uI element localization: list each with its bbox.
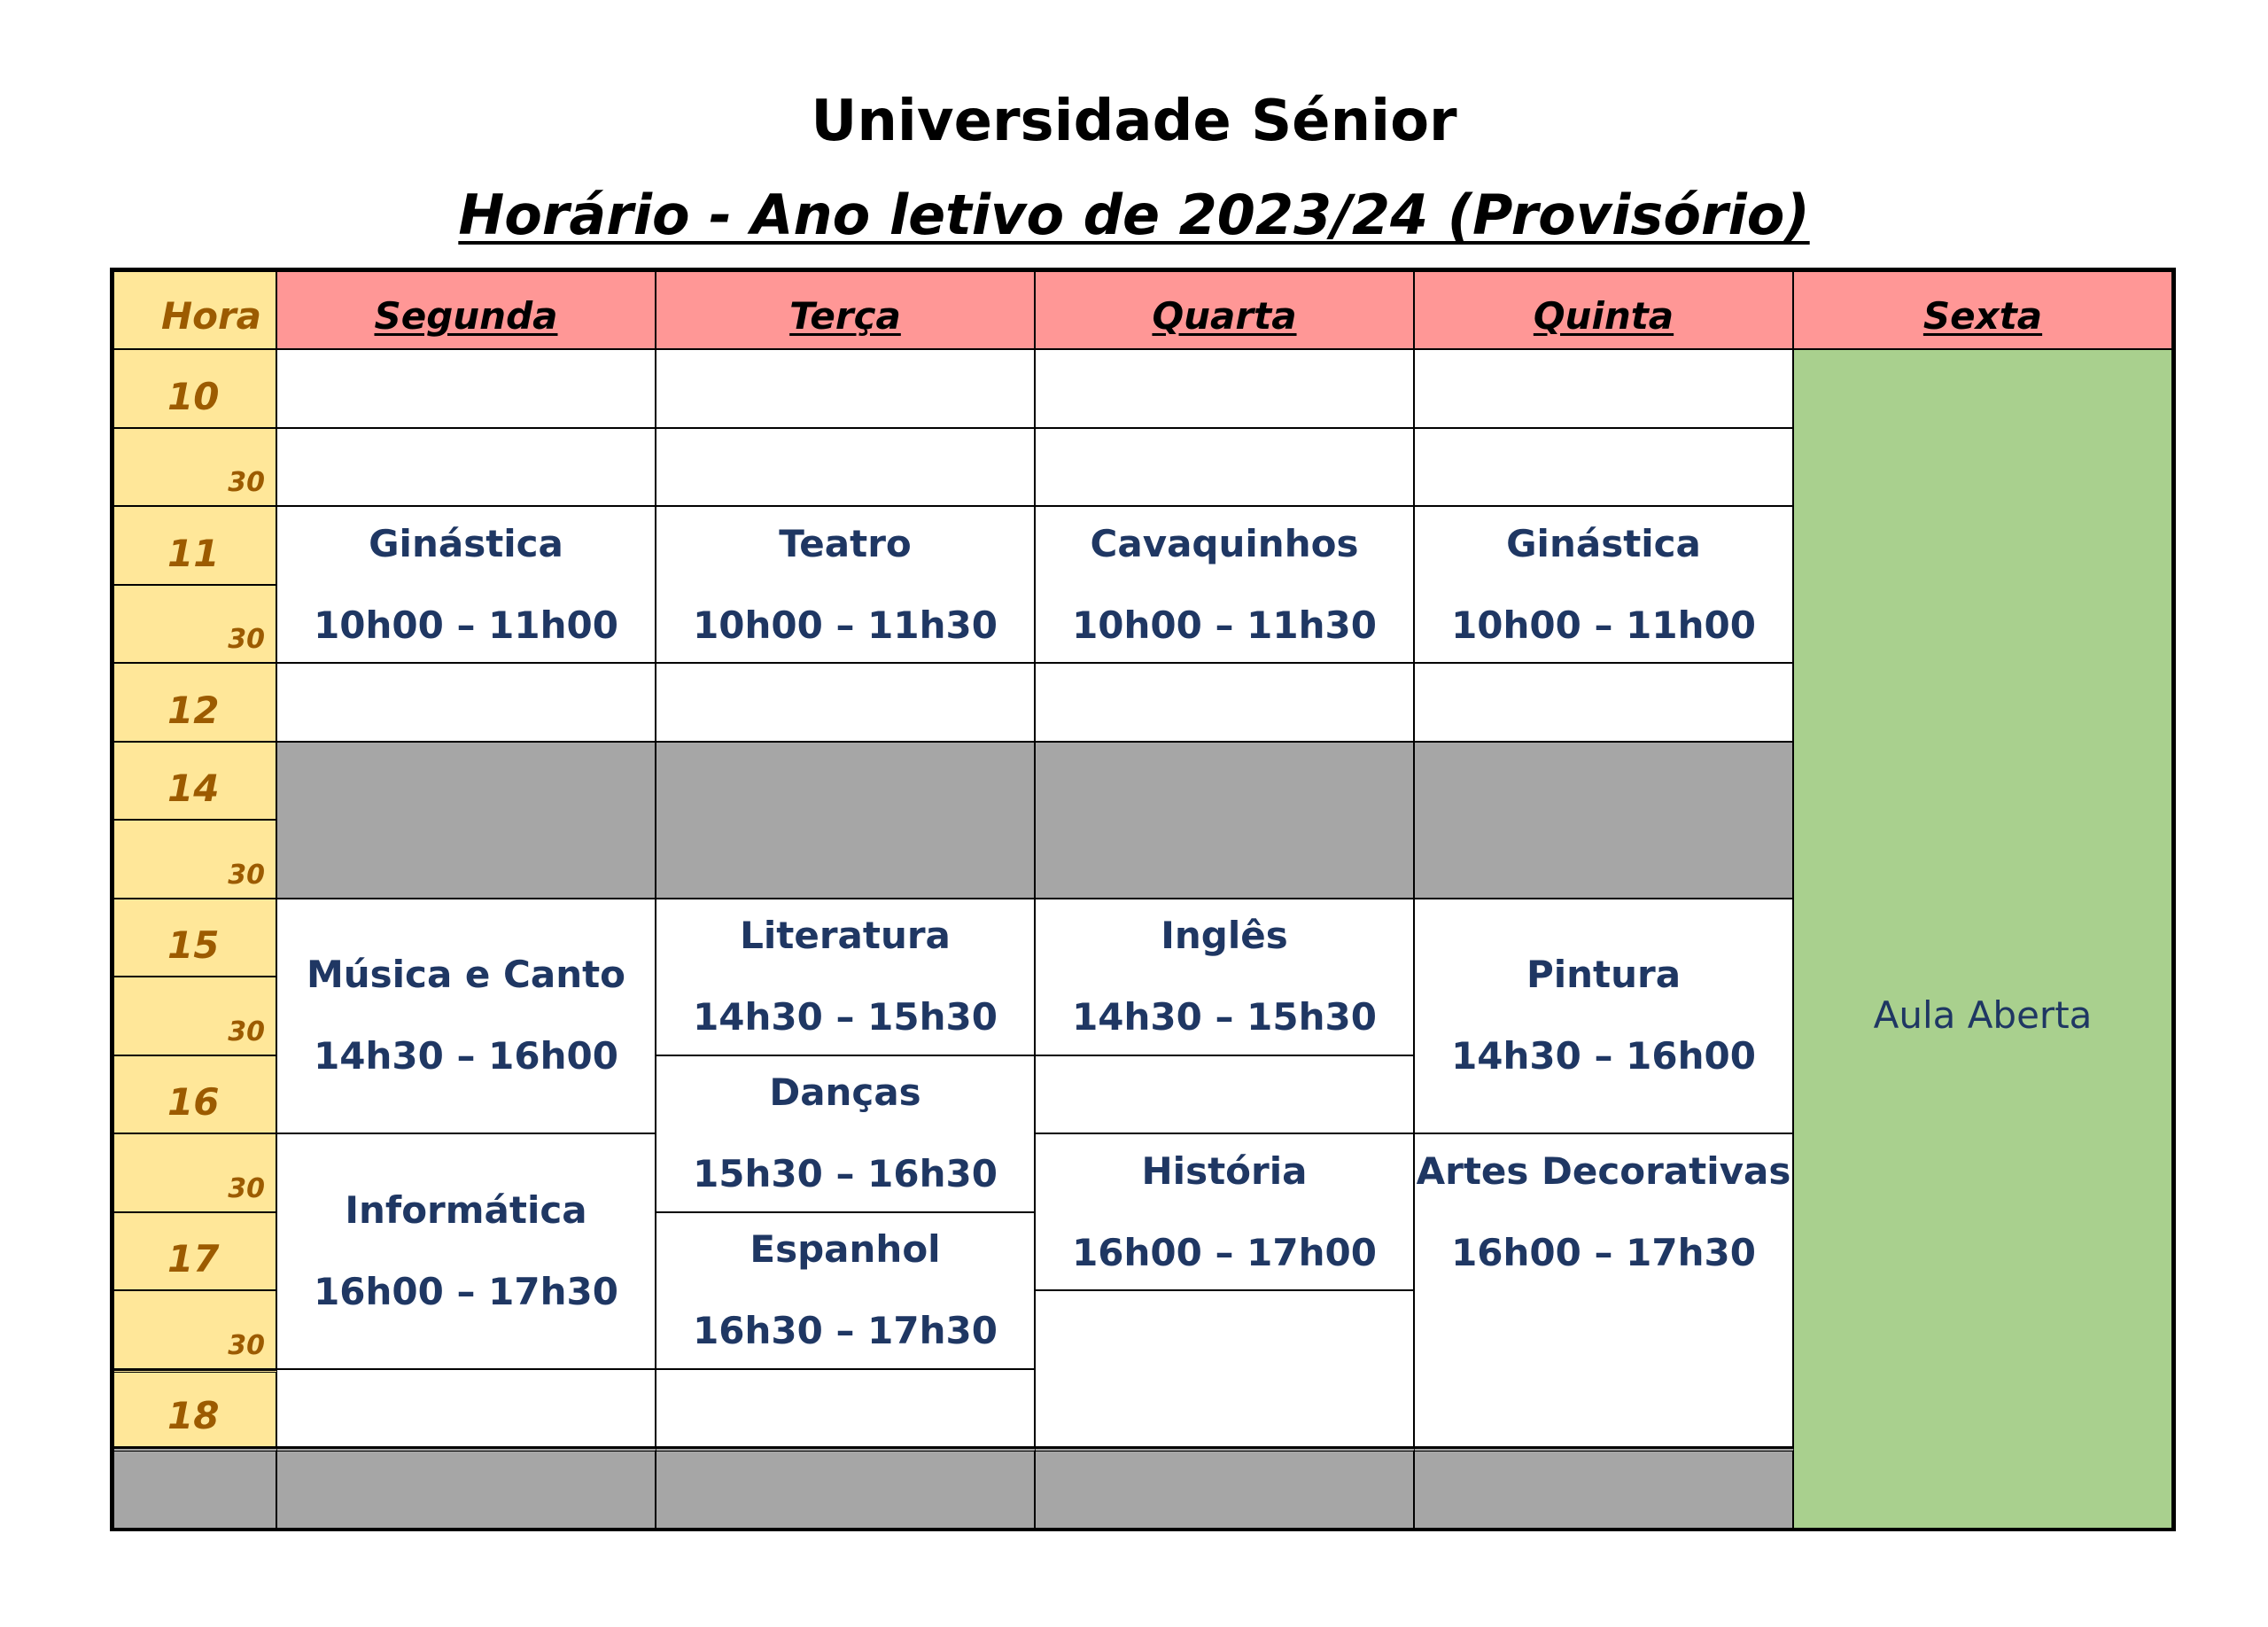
- class-name: Artes Decorativas: [1416, 1149, 1791, 1193]
- class-name: Ginástica: [369, 521, 563, 565]
- time-label: 16: [114, 1056, 277, 1135]
- empty-slot: [656, 664, 1036, 743]
- empty-slot: [656, 350, 1036, 429]
- time-label: 30: [114, 1291, 277, 1370]
- header-sexta: Sexta: [1794, 272, 2171, 350]
- empty-slot: [1036, 1291, 1415, 1448]
- class-time: 14h30 – 16h00: [314, 1034, 618, 1078]
- empty-slot: [1036, 429, 1415, 508]
- time-label: 30: [114, 586, 277, 665]
- class-time: 10h00 – 11h00: [314, 603, 618, 647]
- class-name: Teatro: [779, 521, 912, 565]
- class-name: Informática: [345, 1187, 587, 1232]
- time-label: 15: [114, 899, 277, 978]
- class-block: [277, 899, 656, 1135]
- class-time: 16h30 – 17h30: [693, 1309, 998, 1352]
- time-label: 11: [114, 507, 277, 586]
- empty-slot: [1036, 1056, 1415, 1135]
- header-quarta: Quarta: [1036, 272, 1415, 350]
- page-subtitle: Horário - Ano letivo de 2023/24 (Provisório): [458, 183, 1810, 247]
- time-label: 10: [114, 350, 277, 429]
- class-time: 14h30 – 15h30: [693, 995, 998, 1039]
- class-name: Inglês: [1161, 914, 1288, 957]
- class-block: [1036, 1134, 1415, 1291]
- class-block: [656, 1056, 1036, 1213]
- header-segunda: Segunda: [277, 272, 656, 350]
- empty-slot: [1036, 664, 1415, 743]
- class-time: 10h00 – 11h30: [693, 603, 998, 647]
- class-time: 15h30 – 16h30: [693, 1152, 998, 1195]
- time-label: 17: [114, 1213, 277, 1292]
- class-name: Música e Canto: [306, 953, 626, 997]
- header-quinta: Quinta: [1415, 272, 1794, 350]
- class-block: [1415, 507, 1794, 664]
- time-label: 14: [114, 743, 277, 821]
- time-label: 30: [114, 1134, 277, 1213]
- time-label: 18: [114, 1370, 277, 1449]
- class-name: Espanhol: [750, 1227, 941, 1271]
- lunch-break: [1036, 743, 1415, 899]
- lunch-break: [656, 743, 1036, 899]
- sexta-label: Aula Aberta: [1873, 993, 2093, 1037]
- empty-slot: [277, 350, 656, 429]
- class-block: [656, 1213, 1036, 1370]
- class-time: 14h30 – 16h00: [1451, 1034, 1756, 1078]
- empty-slot: [277, 664, 656, 743]
- class-name: História: [1141, 1148, 1308, 1193]
- header-hora: Hora: [114, 272, 277, 350]
- class-block: [656, 507, 1036, 664]
- schedule-table: [110, 268, 2176, 1531]
- class-block: [1036, 899, 1415, 1056]
- empty-slot: [1036, 350, 1415, 429]
- empty-slot: [1415, 350, 1794, 429]
- class-name: Literatura: [740, 914, 951, 957]
- empty-slot: [1415, 664, 1794, 743]
- time-label: 12: [114, 664, 277, 743]
- class-name: Cavaquinhos: [1090, 521, 1359, 565]
- sexta-open-class: [1794, 350, 2171, 1528]
- class-name: Ginástica: [1506, 521, 1701, 565]
- lunch-break: [1415, 743, 1794, 899]
- empty-slot: [656, 429, 1036, 508]
- class-time: 16h00 – 17h30: [314, 1269, 618, 1313]
- class-block: [1415, 899, 1794, 1135]
- class-block: [1415, 1134, 1794, 1448]
- class-block: [277, 1134, 656, 1370]
- class-time: 14h30 – 15h30: [1072, 995, 1377, 1039]
- class-time: 10h00 – 11h30: [1072, 603, 1377, 647]
- header-terca: Terça: [656, 272, 1036, 350]
- empty-slot: [656, 1370, 1036, 1449]
- class-time: 16h00 – 17h00: [1072, 1230, 1377, 1274]
- bottom-gray-cell: [656, 1448, 1036, 1528]
- class-name: Pintura: [1526, 953, 1682, 997]
- empty-slot: [277, 1370, 656, 1449]
- empty-slot: [1415, 429, 1794, 508]
- bottom-gray-cell: [1415, 1448, 1794, 1528]
- class-time: 16h00 – 17h30: [1451, 1231, 1756, 1274]
- lunch-break: [277, 743, 656, 899]
- class-block: [656, 899, 1036, 1056]
- bottom-gray-cell: [277, 1448, 656, 1528]
- class-name: Danças: [769, 1070, 921, 1114]
- empty-slot: [277, 429, 656, 508]
- class-block: [277, 507, 656, 664]
- bottom-gray-cell: [1036, 1448, 1415, 1528]
- class-time: 10h00 – 11h00: [1451, 603, 1756, 647]
- time-label: 30: [114, 977, 277, 1056]
- class-block: [1036, 507, 1415, 664]
- bottom-gray-cell: [114, 1448, 277, 1528]
- time-label: 30: [114, 821, 277, 899]
- time-label: 30: [114, 429, 277, 508]
- page-title: Universidade Sénior: [811, 89, 1457, 154]
